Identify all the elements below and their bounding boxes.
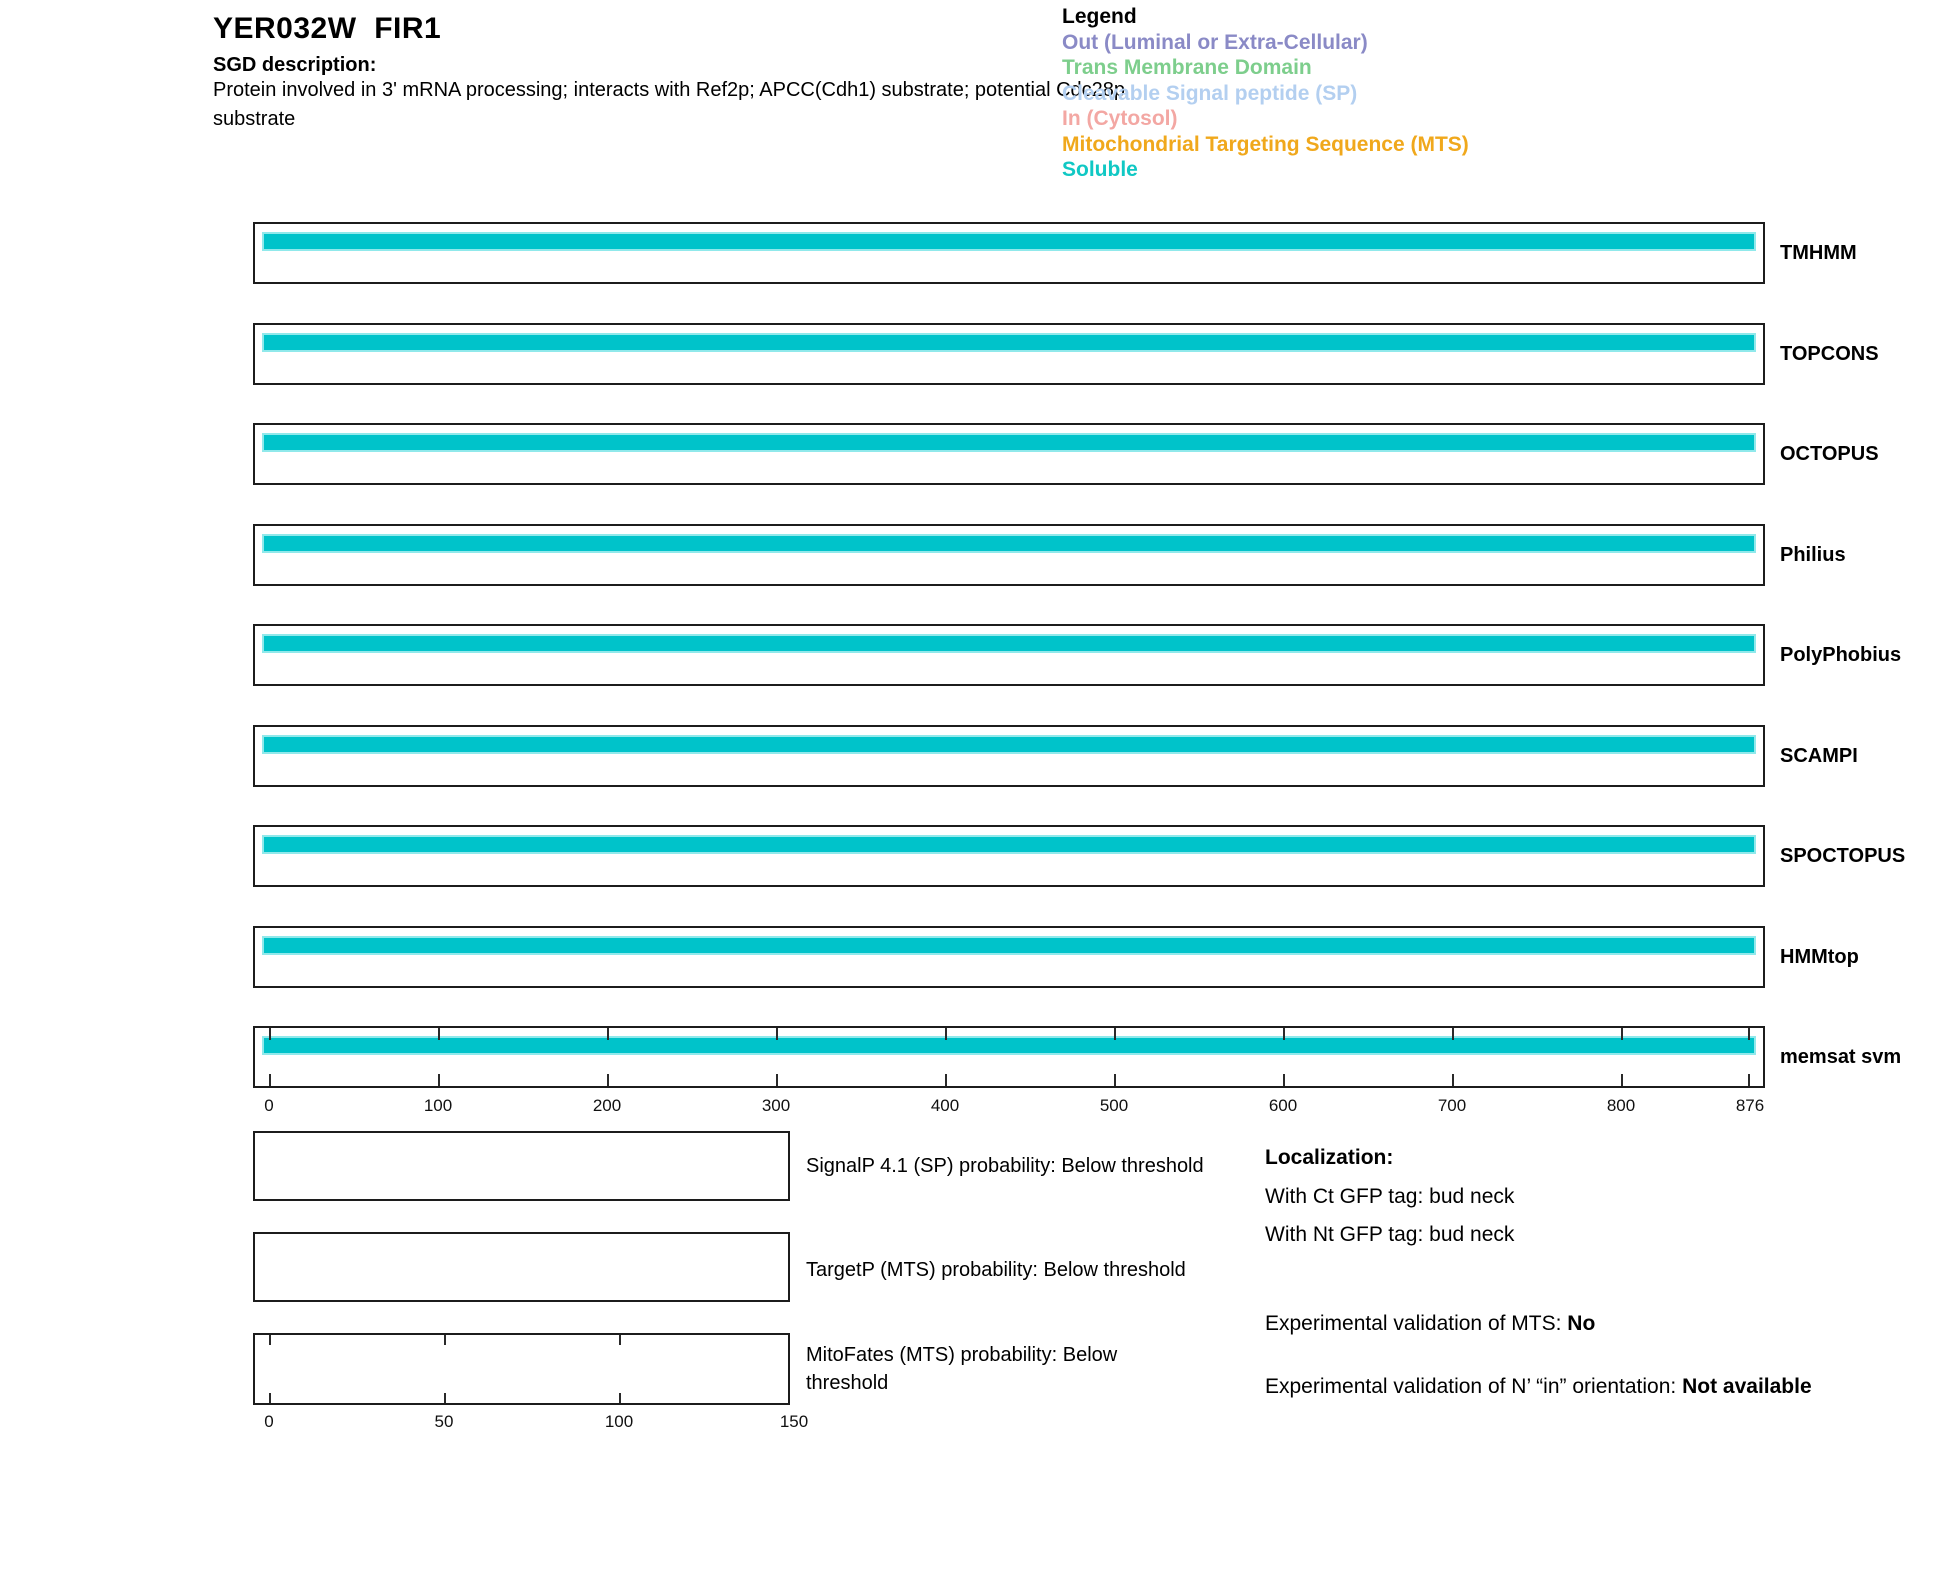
track-plot-octopus — [253, 423, 1765, 485]
track-plot-tmhmm — [253, 222, 1765, 284]
axis-tick — [269, 1335, 271, 1345]
axis-tick — [1748, 1074, 1750, 1086]
x-tick-label: 600 — [1268, 1096, 1298, 1115]
axis-tick — [1452, 1074, 1454, 1086]
targetp-plot — [253, 1232, 790, 1302]
axis-tick — [444, 1393, 446, 1403]
mitofates-label-line2: threshold — [806, 1372, 889, 1394]
axis-tick — [607, 1074, 609, 1086]
page-title: YER032W FIR1 — [213, 12, 442, 45]
axis-tick — [269, 1393, 271, 1403]
x-tick-label: 0 — [264, 1096, 274, 1115]
mitofates-label-line1: MitoFates (MTS) probability: Below — [806, 1344, 1118, 1366]
track-label-hmmtop: HMMtop — [1780, 945, 1859, 968]
localization-ct: With Ct GFP tag: bud neck — [1265, 1185, 1515, 1208]
experimental-orientation-value: Not available — [1682, 1375, 1812, 1398]
axis-tick — [945, 1028, 947, 1040]
experimental-orientation-prefix: Experimental validation of N’ “in” orientation: — [1265, 1375, 1683, 1398]
track-plot-polyphobius — [253, 624, 1765, 686]
track-plot-topcons — [253, 323, 1765, 385]
sgd-description-line2: substrate — [213, 108, 296, 130]
mitofates-label — [806, 1341, 1117, 1397]
experimental-mts-value: No — [1567, 1312, 1596, 1335]
signalp-plot — [253, 1131, 790, 1201]
track-label-octopus: OCTOPUS — [1780, 442, 1879, 465]
soluble-span-bar — [262, 333, 1756, 352]
legend-item-soluble: Soluble — [1062, 158, 1138, 182]
sgd-description-heading: SGD description: — [213, 54, 377, 76]
localization-heading: Localization: — [1265, 1146, 1394, 1169]
x-tick-label: 0 — [264, 1412, 274, 1431]
track-label-scampi: SCAMPI — [1780, 744, 1858, 767]
track-plot-spoctopus — [253, 825, 1765, 887]
axis-tick — [1114, 1028, 1116, 1040]
track-plot-hmmtop — [253, 926, 1765, 988]
axis-tick — [619, 1393, 621, 1403]
localization-nt: With Nt GFP tag: bud neck — [1265, 1223, 1515, 1246]
track-plot-scampi — [253, 725, 1765, 787]
legend-item-in: In (Cytosol) — [1062, 107, 1178, 131]
track-label-memsat-svm: memsat svm — [1780, 1045, 1902, 1068]
x-tick-label: 100 — [604, 1412, 634, 1431]
experimental-mts — [1265, 1310, 1595, 1337]
legend-item-tmd: Trans Membrane Domain — [1062, 56, 1312, 80]
axis-tick — [1114, 1074, 1116, 1086]
legend-title: Legend — [1062, 5, 1137, 28]
axis-tick — [1283, 1028, 1285, 1040]
track-label-spoctopus: SPOCTOPUS — [1780, 844, 1906, 867]
axis-tick — [1621, 1074, 1623, 1086]
x-tick-label: 150 — [779, 1412, 809, 1431]
x-tick-label: 800 — [1606, 1096, 1636, 1115]
track-plot-philius — [253, 524, 1765, 586]
x-tick-label: 200 — [592, 1096, 622, 1115]
axis-tick — [444, 1335, 446, 1345]
legend-item-sp: Cleavable Signal peptide (SP) — [1062, 81, 1358, 105]
soluble-span-bar — [262, 634, 1756, 653]
track-label-polyphobius: PolyPhobius — [1780, 643, 1902, 666]
axis-tick — [1283, 1074, 1285, 1086]
legend-item-mts: Mitochondrial Targeting Sequence (MTS) — [1062, 132, 1469, 156]
targetp-label: TargetP (MTS) probability: Below threshold — [806, 1259, 1186, 1281]
sgd-description-line1: Protein involved in 3' mRNA processing; interacts with Ref2p; APCC(Cdh1) substrate; potential Cdc28p — [213, 79, 1126, 101]
axis-tick — [607, 1028, 609, 1040]
axis-tick — [269, 1028, 271, 1040]
soluble-span-bar — [262, 936, 1756, 955]
axis-tick — [945, 1074, 947, 1086]
legend-item-out: Out (Luminal or Extra-Cellular) — [1062, 31, 1368, 54]
soluble-span-bar — [262, 433, 1756, 452]
soluble-span-bar — [262, 735, 1756, 754]
track-label-tmhmm: TMHMM — [1780, 241, 1857, 264]
x-tick-label: 500 — [1099, 1096, 1129, 1115]
soluble-span-bar — [262, 835, 1756, 854]
legend — [1062, 4, 1469, 182]
x-tick-label: 300 — [761, 1096, 791, 1115]
x-tick-label: 700 — [1437, 1096, 1467, 1115]
axis-tick — [1452, 1028, 1454, 1040]
axis-tick — [1621, 1028, 1623, 1040]
track-label-philius: Philius — [1780, 543, 1846, 566]
experimental-orientation — [1265, 1370, 1830, 1403]
x-tick-label: 876 — [1735, 1096, 1765, 1115]
axis-tick — [776, 1028, 778, 1040]
experimental-mts-prefix: Experimental validation of MTS: — [1265, 1312, 1568, 1335]
soluble-span-bar — [262, 534, 1756, 553]
x-tick-label: 100 — [423, 1096, 453, 1115]
axis-tick — [438, 1028, 440, 1040]
axis-tick — [619, 1335, 621, 1345]
x-tick-label: 50 — [434, 1412, 454, 1431]
mitofates-plot — [253, 1333, 790, 1405]
axis-tick — [1748, 1028, 1750, 1040]
axis-tick — [438, 1074, 440, 1086]
signalp-label: SignalP 4.1 (SP) probability: Below threshold — [806, 1155, 1204, 1177]
track-plot-memsat-svm — [253, 1026, 1765, 1088]
x-tick-label: 400 — [930, 1096, 960, 1115]
soluble-span-bar — [262, 232, 1756, 251]
axis-tick — [776, 1074, 778, 1086]
track-label-topcons: TOPCONS — [1780, 342, 1879, 365]
soluble-span-bar — [262, 1036, 1756, 1055]
axis-tick — [269, 1074, 271, 1086]
